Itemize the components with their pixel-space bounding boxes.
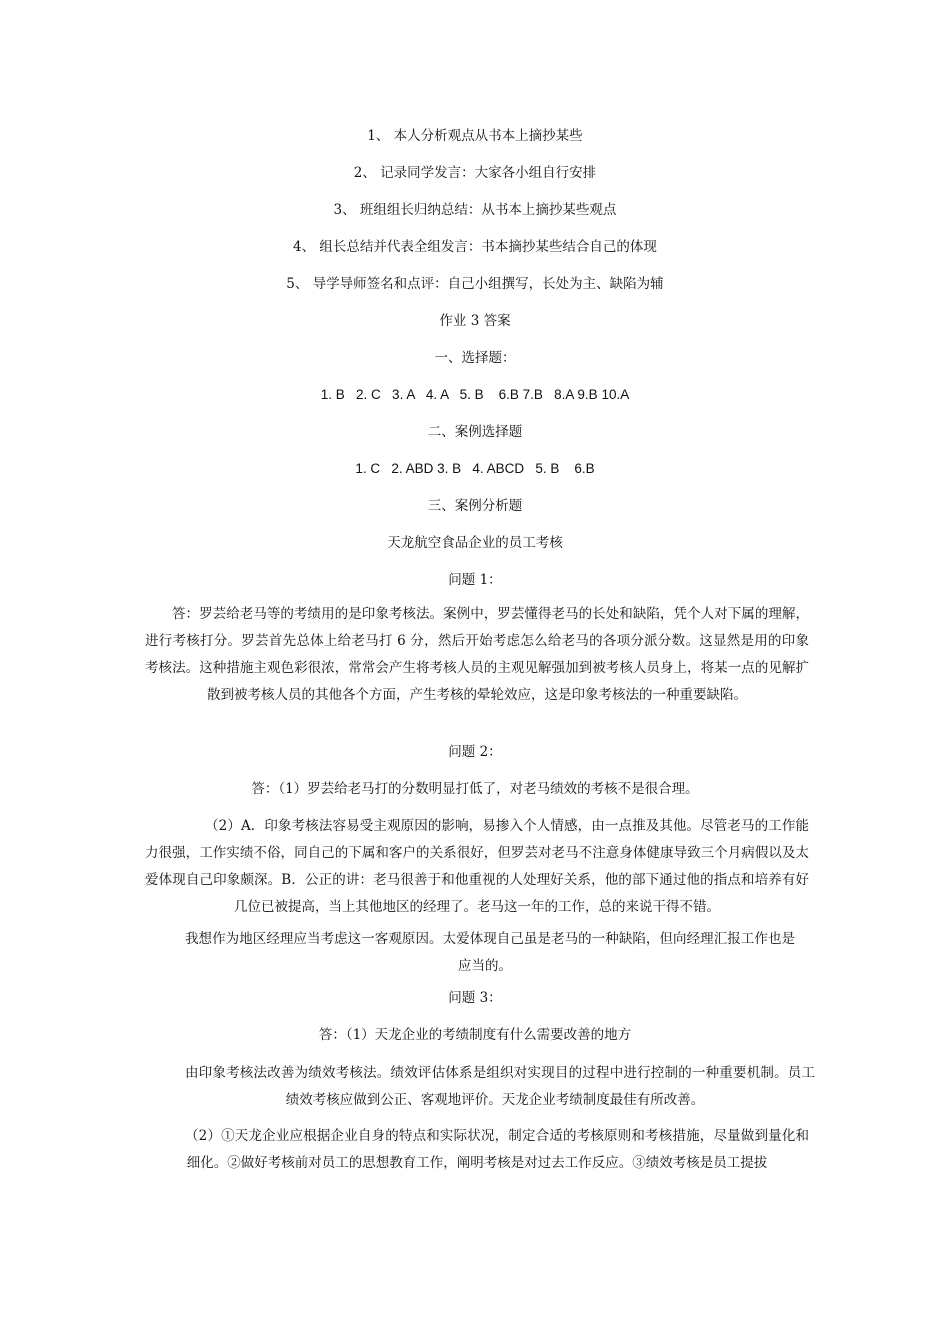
list-item-2: 2、 记录同学发言：大家各小组自行安排 xyxy=(353,165,597,181)
question1-answer: 答：罗芸给老马等的考绩用的是印象考核法。案例中，罗芸懂得老马的长处和缺陷，凭个人对下属的理解，进行考核打分。罗芸首先总体上给老马打 6 分，然后开始考虑怎么给老马的各项分派分数。这显然是用的印象考核法。这种措施主观色彩很浓，常常会产生将考核人员的主观见解强加到被考核人员身上，将某一点的见解扩散到被考核人员的其他各个方面，产生考核的晕轮效应，这是印象考核法的一种重要缺陷。 xyxy=(145,606,809,703)
document-title: 作业 3 答案 xyxy=(439,313,511,329)
list-item-4: 4、 组长总结并代表全组发言：书本摘抄某些结合自己的体现 xyxy=(293,239,657,255)
question2-answer-2: （2）A．印象考核法容易受主观原因的影响，易掺入个人情感，由一点推及其他。尽管老马的工作能力很强，工作实绩不俗，同自己的下属和客户的关系很好，但罗芸对老马不注意身体健康导致三个月病假以及太爱体现自己印象颇深。B．公正的讲：老马很善于和他重视的人处理好关系，他的部下通过他的指点和培养有好几位已被提高，当上其他地区的经理了。老马这一年的工作，总的来说干得不错。 xyxy=(145,818,809,915)
case-title: 天龙航空食品企业的员工考核 xyxy=(387,535,563,551)
question1-label: 问题 1： xyxy=(448,572,502,588)
list-item-3: 3、 班组组长归纳总结：从书本上摘抄某些观点 xyxy=(333,202,617,218)
question3-answer-2: 由印象考核法改善为绩效考核法。绩效评估体系是组织对实现目的过程中进行控制的一种重要机制。员工绩效考核应做到公正、客观地评价。天龙企业考绩制度最佳有所改善。 xyxy=(185,1065,815,1108)
list-item-1: 1、 本人分析观点从书本上摘抄某些 xyxy=(367,128,583,144)
list-item-5: 5、 导学导师签名和点评：自己小组撰写，长处为主、缺陷为辅 xyxy=(286,276,664,292)
section3-heading: 三、案例分析题 xyxy=(427,498,523,514)
section2-heading: 二、案例选择题 xyxy=(427,424,523,440)
question2-answer-1: 答：（1）罗芸给老马打的分数明显打低了，对老马绩效的考核不是很合理。 xyxy=(251,781,699,797)
question3-answer-3: （2）①天龙企业应根据企业自身的特点和实际状况，制定合适的考核原则和考核措施，尽量做到量化和细化。②做好考核前对员工的思想教育工作，阐明考核是对过去工作反应。③绩效考核是员工提拔 xyxy=(185,1128,809,1171)
question3-answer-1: 答：（1）天龙企业的考绩制度有什么需要改善的地方 xyxy=(318,1027,632,1043)
section1-answers: 1. B 2. C 3. A 4. A 5. B 6.B 7.B 8.A 9.B 10.A xyxy=(320,387,630,402)
section1-heading: 一、选择题： xyxy=(434,350,516,366)
question2-answer-3: 我想作为地区经理应当考虑这一客观原因。太爱体现自己虽是老马的一种缺陷，但向经理汇报工作也是应当的。 xyxy=(185,931,795,974)
question3-label: 问题 3： xyxy=(448,990,502,1006)
question2-label: 问题 2： xyxy=(448,744,502,760)
section2-answers: 1. C 2. ABD 3. B 4. ABCD 5. B 6.B xyxy=(355,461,595,476)
